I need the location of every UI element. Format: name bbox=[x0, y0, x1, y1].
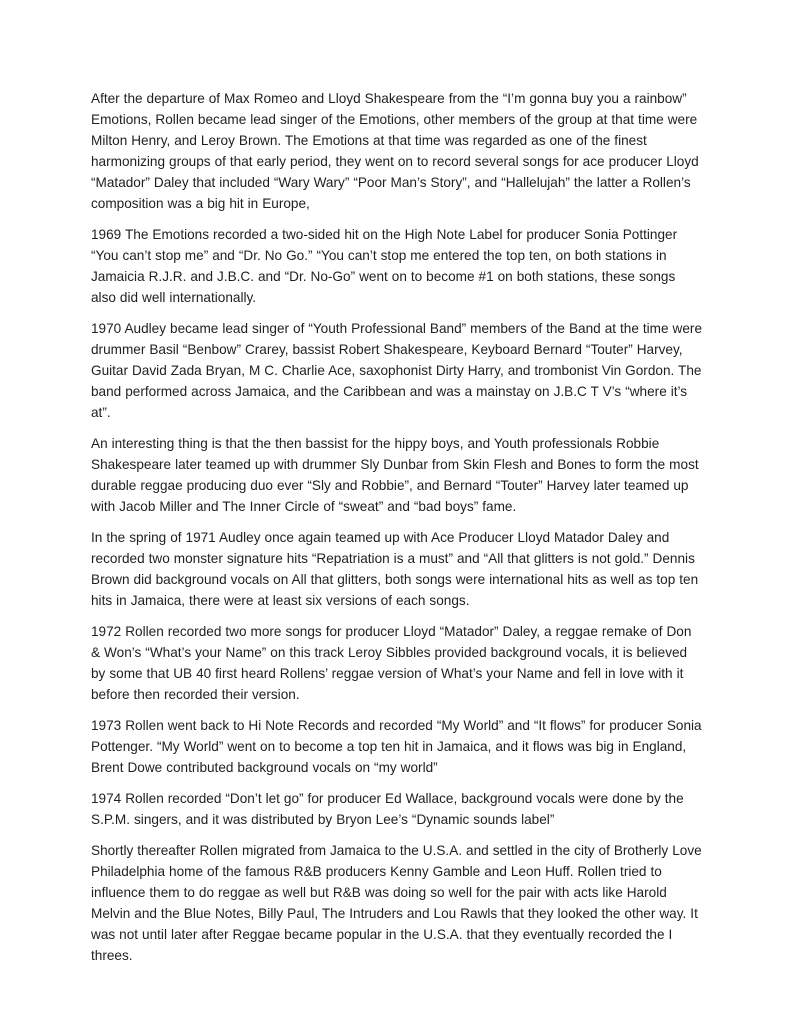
paragraph-1974: 1974 Rollen recorded “Don’t let go” for producer Ed Wallace, background vocals were done by the S.P.M. singers, and it was distributed by Bryon Lee’s “Dynamic sounds label” bbox=[91, 791, 684, 827]
paragraph-usa-migration: Shortly thereafter Rollen migrated from Jamaica to the U.S.A. and settled in the city of Brotherly Love Philadelphia home of the famous R&B producers Kenny Gamble and Leon Huff. Rollen tried to influence them to do reggae as well but R&B was doing so well for the pair with acts like Harold Melvin and the Blue Notes, Billy Paul, The Intruders and Lou Rawls that they looked the other way. It was not until later after Reggae became popular in the U.S.A. that they eventually recorded the I threes. bbox=[91, 843, 702, 963]
paragraph-sly-and-robbie: An interesting thing is that the then bassist for the hippy boys, and Youth professionals Robbie Shakespeare later teamed up with drummer Sly Dunbar from Skin Flesh and Bones to form the most durable reggae producing duo ever “Sly and Robbie”, and Bernard “Touter” Harvey later teamed up with Jacob Miller and The Inner Circle of “sweat” and “bad boys” fame. bbox=[91, 436, 699, 514]
paragraph-1969: 1969 The Emotions recorded a two-sided hit on the High Note Label for producer Sonia Pottinger “You can’t stop me” and “Dr. No Go.” “You can’t stop me entered the top ten, on both stations in Jamaicia R.J.R. and J.B.C. and “Dr. No-Go” went on to become #1 on both stations, these songs also did well internationally. bbox=[91, 227, 678, 305]
paragraph-1973: 1973 Rollen went back to Hi Note Records and recorded “My World” and “It flows” for producer Sonia Pottenger. “My World” went on to become a top ten hit in Jamaica, and it flows was big in England, Brent Dowe contributed background vocals on “my world” bbox=[91, 718, 702, 775]
paragraph-1972: 1972 Rollen recorded two more songs for producer Lloyd “Matador” Daley, a reggae remake of Don & Won’s “What’s your Name” on this track Leroy Sibbles provided background vocals, it is believed by some that UB 40 first heard Rollens’ reggae version of What’s your Name and fell in love with it before then recorded their version. bbox=[91, 624, 692, 702]
document-body bbox=[91, 88, 703, 976]
paragraph-1971: In the spring of 1971 Audley once again teamed up with Ace Producer Lloyd Matador Daley and recorded two monster signature hits “Repatriation is a must” and “All that glitters is not gold.” Dennis Brown did background vocals on All that glitters, both songs were international hits as well as top ten hits in Jamaica, there were at least six versions of each songs. bbox=[91, 530, 699, 608]
paragraph-1970: 1970 Audley became lead singer of “Youth Professional Band” members of the Band at the time were drummer Basil “Benbow” Crarey, bassist Robert Shakespeare, Keyboard Bernard “Touter” Harvey, Guitar David Zada Bryan, M C. Charlie Ace, saxophonist Dirty Harry, and trombonist Vin Gordon. The band performed across Jamaica, and the Caribbean and was a mainstay on J.B.C T V’s “where it’s at”. bbox=[91, 321, 703, 420]
paragraph-intro-emotions: After the departure of Max Romeo and Lloyd Shakespeare from the “I’m gonna buy you a rainbow” Emotions, Rollen became lead singer of the Emotions, other members of the group at that time were Milton Henry, and Leroy Brown. The Emotions at that time was regarded as one of the finest harmonizing groups of that early period, they went on to record several songs for ace producer Lloyd “Matador” Daley that included “Wary Wary” “Poor Man’s Story”, and “Hallelujah” the latter a Rollen’s composition was a big hit in Europe, bbox=[91, 91, 699, 211]
